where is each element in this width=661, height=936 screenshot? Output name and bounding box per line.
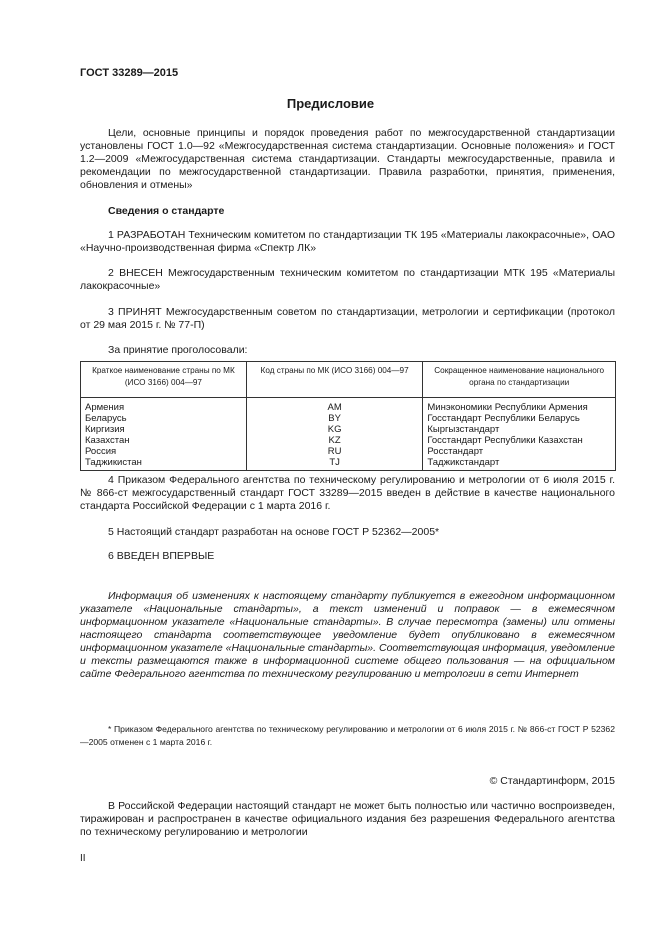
cell-body: Госстандарт Республики Казахстан [423, 435, 616, 446]
item-6 [80, 550, 615, 563]
document-header: ГОСТ 33289—2015 [80, 67, 179, 79]
item-1-text: 1 РАЗРАБОТАН Техническим комитетом по стандартизации ТК 195 «Материалы лакокрасочные», ОАО «Научно-производственная фирма «Спектр ЛК» [80, 229, 615, 254]
table-row [81, 435, 616, 446]
item-5-text: 5 Настоящий стандарт разработан на основе ГОСТ Р 52362—2005* [108, 526, 440, 538]
notice-text: Информация об изменениях к настоящему стандарту публикуется в ежегодном информационном указателе «Национальные стандарты», а текст изменений и поправок — в ежемесячном информационном указателе «Национальные стандарты». В случае пересмотра (замены) или отмены настоящего стандарта соответствующее уведомление будет опубликовано в ежемесячном информационном указателе «Национальные стандарты». Соответствующая информация, уведомление и тексты размещаются также в информационной системе общего пользования — на официальном сайте Федерального агентства по техническому регулированию и метрологии в сети Интернет [80, 590, 615, 680]
header-country-code: Код страны по МК (ИСО 3166) 004—97 [246, 362, 423, 398]
header-country-name: Краткое наименование страны по МК (ИСО 3166) 004—97 [81, 362, 247, 398]
info-heading: Сведения о стандарте [108, 205, 225, 217]
cell-country: Киргизия [81, 424, 247, 435]
cell-country: Таджикистан [81, 457, 247, 471]
cell-country: Армения [81, 398, 247, 414]
cell-code: RU [246, 446, 423, 457]
cell-country: Россия [81, 446, 247, 457]
cell-country: Казахстан [81, 435, 247, 446]
rights-block [80, 800, 615, 839]
header-national-body: Сокращенное наименование национального органа по стандартизации [423, 362, 616, 398]
item-6-text: 6 ВВЕДЕН ВПЕРВЫЕ [108, 550, 215, 562]
table-row [81, 457, 616, 471]
cell-body: Росстандарт [423, 446, 616, 457]
page-number: II [80, 853, 86, 864]
cell-body: Госстандарт Республики Беларусь [423, 413, 616, 424]
page-title: Предисловие [286, 96, 375, 111]
cell-code: TJ [246, 457, 423, 471]
voting-table [80, 361, 616, 471]
cell-body: Таджикстандарт [423, 457, 616, 471]
voted-label-block [80, 344, 615, 357]
item-5 [80, 526, 615, 539]
footnote-block [80, 723, 615, 749]
item-2-text: 2 ВНЕСЕН Межгосударственным техническим комитетом по стандартизации МТК 195 «Материалы лакокрасочные» [80, 267, 615, 292]
item-2 [80, 267, 615, 293]
copyright: © Стандартинформ, 2015 [489, 775, 615, 787]
intro-text: Цели, основные принципы и порядок проведения работ по межгосударственной стандартизации установлены ГОСТ 1.0—92 «Межгосударственная система стандартизации. Основные положения» и ГОСТ 1.2—2009 «Межгосударственная система стандартизации. Стандарты межгосударственные, правила и рекомендации по межгосударственной стандартизации. Правила разработки, принятия, применения, обновления и отмены» [80, 127, 615, 191]
cell-country: Беларусь [81, 413, 247, 424]
table-row [81, 413, 616, 424]
cell-body: Минэкономики Республики Армения [423, 398, 616, 414]
item-3-text: 3 ПРИНЯТ Межгосударственным советом по стандартизации, метрологии и сертификации (протокол от 29 мая 2015 г. № 77-П) [80, 306, 615, 331]
cell-code: AM [246, 398, 423, 414]
cell-code: KG [246, 424, 423, 435]
item-1 [80, 229, 615, 255]
rights-text: В Российской Федерации настоящий стандарт не может быть полностью или частично воспроизведен, тиражирован и распространен в качестве официального издания без разрешения Федерального агентства по техническому регулированию и метрологии [80, 800, 615, 838]
footnote-text: * Приказом Федерального агентства по техническому регулированию и метрологии от 6 июля 2015 г. № 866-ст ГОСТ Р 52362—2005 отменен с 1 марта 2016 г. [80, 724, 615, 747]
cell-code: BY [246, 413, 423, 424]
item-4 [80, 474, 615, 513]
table-row [81, 398, 616, 414]
cell-code: KZ [246, 435, 423, 446]
notice-block [80, 590, 615, 681]
cell-body: Кыргызстандарт [423, 424, 616, 435]
item-3 [80, 306, 615, 332]
info-heading-block [80, 205, 615, 218]
table-header-row [81, 362, 616, 398]
table-row [81, 446, 616, 457]
item-4-text: 4 Приказом Федерального агентства по техническому регулированию и метрологии от 6 июля 2015 г. № 866-ст межгосударственный стандарт ГОСТ 33289—2015 введен в действие в качестве национального стандарта Российской Федерации с 1 марта 2016 г. [80, 474, 615, 512]
intro-paragraph [80, 127, 615, 192]
voted-label: За принятие проголосовали: [108, 344, 248, 356]
table-row [81, 424, 616, 435]
